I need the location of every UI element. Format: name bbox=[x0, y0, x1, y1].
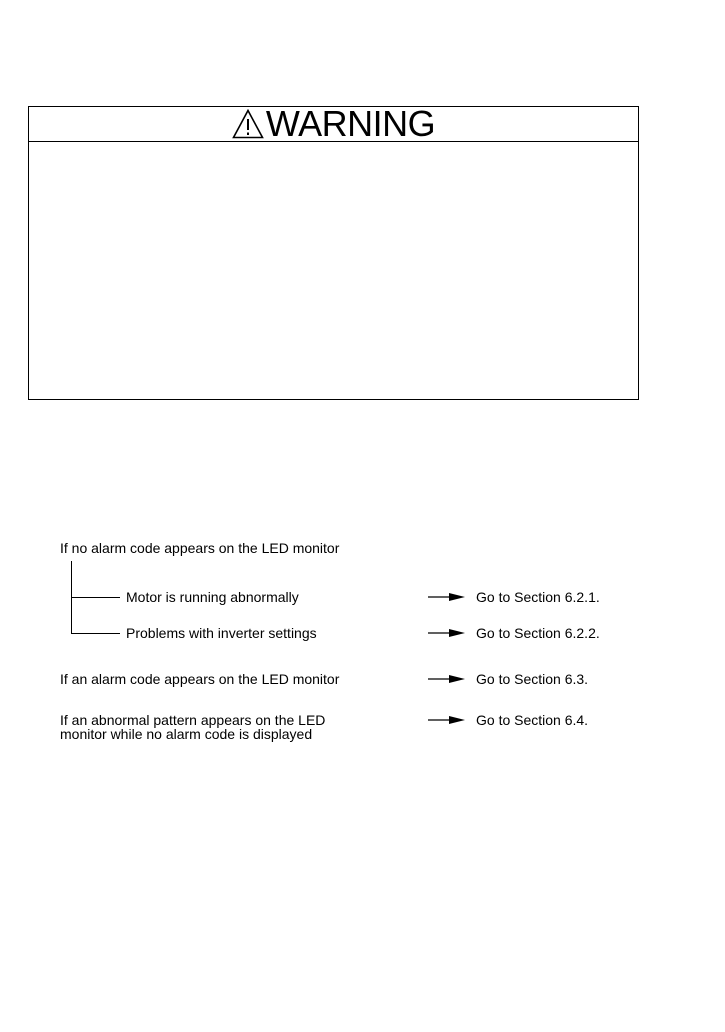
abnormal-pattern-label-line2: monitor while no alarm code is displayed bbox=[60, 726, 313, 742]
branch-line-1 bbox=[71, 597, 120, 598]
warning-triangle-icon bbox=[232, 109, 264, 139]
arrow-right-icon bbox=[428, 715, 466, 725]
arrow-right-icon bbox=[428, 674, 466, 684]
abnormal-pattern-label-line1: If an abnormal pattern appears on the LED bbox=[60, 712, 326, 728]
arrow-right-icon bbox=[428, 592, 466, 602]
arrow-right-icon bbox=[428, 628, 466, 638]
branch-line-2 bbox=[71, 633, 120, 634]
target-section-622: Go to Section 6.2.2. bbox=[476, 625, 600, 641]
warning-body bbox=[29, 142, 638, 400]
target-section-621: Go to Section 6.2.1. bbox=[476, 589, 600, 605]
warning-header bbox=[29, 103, 638, 144]
alarm-label: If an alarm code appears on the LED monitor bbox=[60, 671, 340, 687]
target-section-64: Go to Section 6.4. bbox=[476, 712, 589, 728]
warning-box bbox=[28, 103, 639, 400]
branch-label-motor: Motor is running abnormally bbox=[126, 589, 299, 605]
target-section-63: Go to Section 6.3. bbox=[476, 671, 589, 687]
branch-label-settings: Problems with inverter settings bbox=[126, 625, 317, 641]
warning-title: WARNING bbox=[265, 103, 436, 144]
no-alarm-label: If no alarm code appears on the LED monitor bbox=[60, 540, 340, 556]
